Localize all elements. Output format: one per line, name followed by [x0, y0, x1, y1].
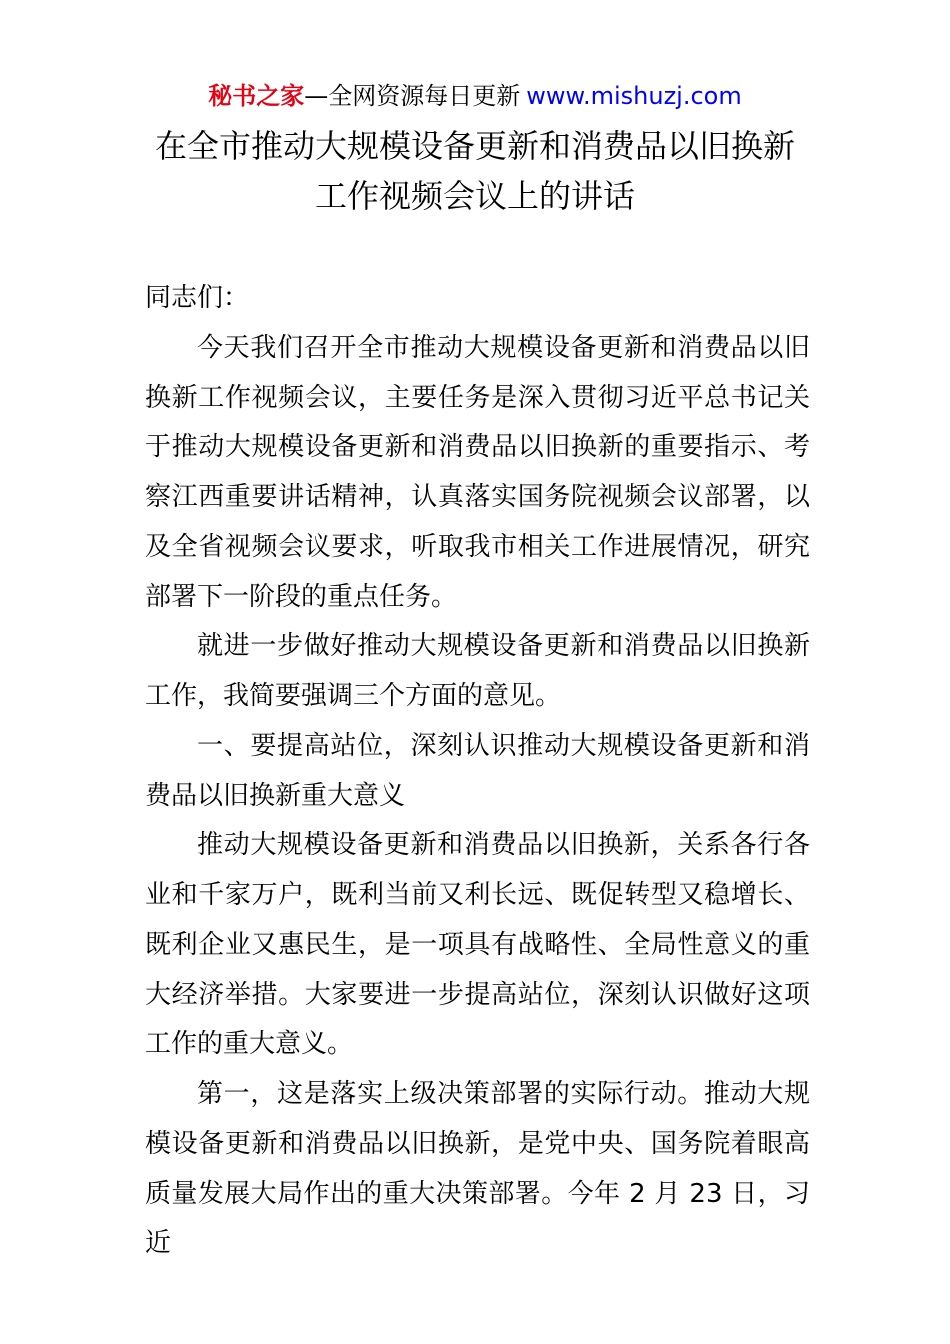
section-heading-1: 一、要提高站位，深刻认识推动大规模设备更新和消费品以旧换新重大意义 — [145, 730, 810, 811]
site-brand: 秘书之家 — [208, 82, 305, 110]
paragraph-first-point: 第一，这是落实上级决策部署的实际行动。推动大规模设备更新和消费品以旧换新，是党中央、国务院着眼高质量发展大局作出的重大决策部署。今年 2 月 23 日，习近 — [145, 1079, 810, 1259]
paragraph-significance: 推动大规模设备更新和消费品以旧换新，关系各行各业和千家万户，既利当前又利长远、既促转型又稳增长、既利企业又惠民生，是一项具有战略性、全局性意义的重大经济举措。大家要进一步提高站位，深刻认识做好这项工作的重大意义。 — [145, 830, 810, 1060]
document-title-line-2: 工作视频会议上的讲话 — [314, 177, 635, 215]
paragraph-intro: 今天我们召开全市推动大规模设备更新和消费品以旧换新工作视频会议，主要任务是深入贯彻习近平总书记关于推动大规模设备更新和消费品以旧换新的重要指示、考察江西重要讲话精神，认真落实国务院视频会议部署，以及全省视频会议要求，听取我市相关工作进展情况，研究部署下一阶段的重点任务。 — [145, 332, 810, 612]
site-header — [0, 78, 950, 114]
paragraph-overview: 就进一步做好推动大规模设备更新和消费品以旧换新工作，我简要强调三个方面的意见。 — [145, 631, 810, 711]
document-title-line-1: 在全市推动大规模设备更新和消费品以旧换新 — [154, 127, 795, 165]
site-url-link[interactable]: www.mishuzj.com — [526, 82, 742, 110]
site-tagline: —全网资源每日更新 — [304, 82, 521, 110]
document-body — [145, 274, 810, 1269]
salutation: 同志们： — [145, 283, 250, 313]
